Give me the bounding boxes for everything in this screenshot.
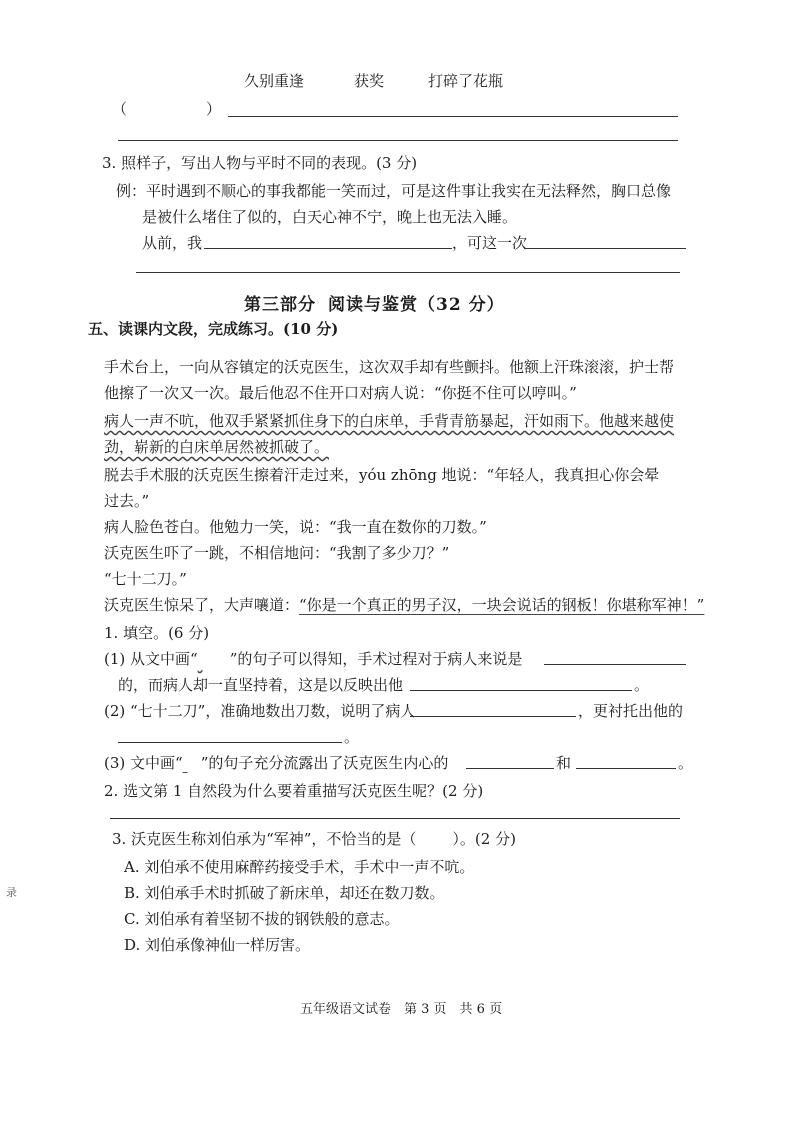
passage-line: 手术台上，一向从容镇定的沃克医生，这次双手却有些颤抖。他额上汗珠滚滚，护士帮 <box>104 358 675 376</box>
answer-line[interactable] <box>136 272 680 273</box>
passage-line: 脱去手术服的沃克医生擦着汗走过来，yóu zhōng 地说：“年轻人，我真担心你会晕 <box>104 466 660 484</box>
answer-line[interactable] <box>410 690 632 691</box>
q1-part-2-mid: ，更衬托出他的 <box>578 702 684 720</box>
example-line-1: 例：平时遇到不顺心的事我都能一笑而过，可是这件事让我实在无法释然，胸口总像 <box>116 182 672 200</box>
q1-part-2-end: 。 <box>344 728 360 746</box>
answer-line[interactable] <box>204 248 452 249</box>
passage-wavy-line: 劲，崭新的白床单居然被抓破了。 <box>104 438 330 456</box>
q1-part-1-cont: 的，而病人却一直坚持着，这是以反映出他 <box>118 676 404 694</box>
word-option-1: 久别重逢 <box>244 72 305 90</box>
question-3-title: 3. 沃克医生称刘伯承为“军神”，不恰当的是（ ）。(2 分) <box>112 830 516 848</box>
straight-marker <box>183 754 201 772</box>
answer-line[interactable] <box>410 716 576 717</box>
answer-line[interactable] <box>228 116 678 117</box>
q1-part-3-end: 。 <box>678 754 694 772</box>
passage-line: 沃克医生惊呆了，大声嚷道：“你是一个真正的男子汉，一块会说话的钢板！你堪称军神！” <box>104 596 705 614</box>
answer-line[interactable] <box>576 768 676 769</box>
page-footer: 五年级语文试卷 第 3 页 共 6 页 <box>300 1002 503 1017</box>
passage-straight-line: “你是一个真正的男子汉，一块会说话的钢板！你堪称军神！” <box>299 596 705 614</box>
passage-line: 他擦了一次又一次。最后他忍不住开口对病人说：“你挺不住可以哼叫。” <box>104 384 577 402</box>
answer-line[interactable] <box>118 742 342 743</box>
answer-line[interactable] <box>118 140 678 141</box>
q1-part-2: (2) “七十二刀”，准确地数出刀数，说明了病人 <box>104 702 416 720</box>
margin-mark: 录 <box>6 886 17 899</box>
option-d: D. 刘伯承像神仙一样厉害。 <box>124 936 311 954</box>
passage-line: 病人脸色苍白。他勉力一笑，说：“我一直在数你的刀数。” <box>104 518 487 536</box>
q1-part-3: (3) 文中画“ ”的句子充分流露出了沃克医生内心的 <box>104 754 449 772</box>
option-c: C. 刘伯承有着坚韧不拔的钢铁般的意志。 <box>124 910 400 928</box>
q1-part-3-and: 和 <box>556 754 572 772</box>
question-3-title: 3. 照样子，写出人物与平时不同的表现。(3 分) <box>102 154 418 172</box>
q1-part-1-end: 。 <box>634 676 650 694</box>
question-2-title: 2. 选文第 1 自然段为什么要着重描写沃克医生呢？(2 分) <box>104 782 484 800</box>
part-three-heading: 第三部分 阅读与鉴赏（32 分） <box>244 295 505 315</box>
answer-line[interactable] <box>544 664 686 665</box>
passage-line: 沃克医生吓了一跳，不相信地问：“我割了多少刀？” <box>104 544 450 562</box>
fill-prefix: 从前，我 <box>142 234 203 252</box>
option-b: B. 刘伯承手术时抓破了新床单，却还在数刀数。 <box>124 884 445 902</box>
q1-part-1: (1) 从文中画“ ”的句子可以得知，手术过程对于病人来说是 <box>104 650 523 668</box>
section-five-title: 五、读课内文段，完成练习。(10 分) <box>88 320 339 338</box>
word-option-3: 打碎了花瓶 <box>428 72 504 90</box>
answer-line[interactable] <box>110 818 680 819</box>
answer-line[interactable] <box>466 768 554 769</box>
answer-line[interactable] <box>524 248 686 249</box>
paren-open: （ <box>112 100 128 118</box>
word-option-2: 获奖 <box>354 72 385 90</box>
passage-wavy-line: 病人一声不吭，他双手紧紧抓住身下的白床单，手背青筋暴起，汗如雨下。他越来越使 <box>104 412 675 430</box>
passage-line: “七十二刀。” <box>104 570 187 588</box>
example-line-2: 是被什么堵住了似的，白天心神不宁，晚上也无法入睡。 <box>142 208 518 226</box>
passage-line: 过去。” <box>104 492 150 510</box>
option-a: A. 刘伯承不使用麻醉药接受手术，手术中一声不吭。 <box>124 858 475 876</box>
fill-middle: ，可这一次 <box>452 234 528 252</box>
wavy-marker <box>198 650 230 668</box>
paren-close: ） <box>206 100 222 118</box>
question-1-title: 1. 填空。(6 分) <box>104 624 210 642</box>
